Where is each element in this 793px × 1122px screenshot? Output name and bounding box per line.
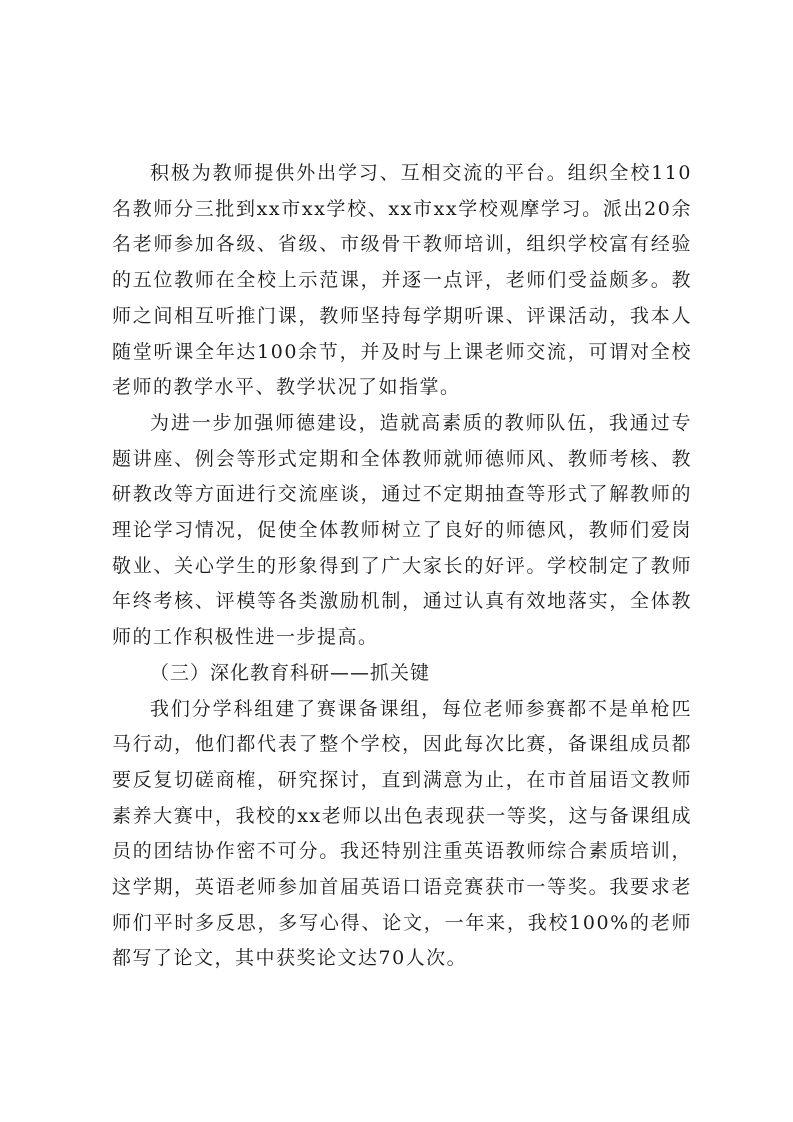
document-body xyxy=(112,156,692,977)
paragraph-teacher-exchange: 积极为教师提供外出学习、互相交流的平台。组织全校110名教师分三批到xx市xx学校、xx市xx学校观摩学习。派出20余名老师参加各级、省级、市级骨干教师培训，组织学校富有经验的五位教师在全校上示范课，并逐一点评，老师们受益颇多。教师之间相互听推门课，教师坚持每学期听课、评课活动，我本人随堂听课全年达100余节，并及时与上课老师交流，可谓对全校老师的教学水平、教学状况了如指掌。 xyxy=(112,162,692,399)
paragraph-education-research: 我们分学科组建了赛课备课组，每位老师参赛都不是单枪匹马行动，他们都代表了整个学校，因此每次比赛，备课组成员都要反复切磋商榷，研究探讨，直到满意为止，在市首届语文教师素养大赛中，我校的xx老师以出色表现获一等奖，这与备课组成员的团结协作密不可分。我还特别注重英语教师综合素质培训，这学期，英语老师参加首届英语口语竞赛获市一等奖。我要求老师们平时多反思，多写心得、论文，一年来，我校100%的老师都写了论文，其中获奖论文达70人次。 xyxy=(112,697,692,970)
paragraph-teacher-ethics: 为进一步加强师德建设，造就高素质的教师队伍，我通过专题讲座、例会等形式定期和全体教师就师德师风、教师考核、教研教改等方面进行交流座谈，通过不定期抽查等形式了解教师的理论学习情况，促使全体教师树立了良好的师德风，教师们爱岗敬业、关心学生的形象得到了广大家长的好评。学校制定了教师年终考核、评模等各类激励机制，通过认真有效地落实，全体教师的工作积极性进一步提高。 xyxy=(112,411,692,649)
section-heading: （三）深化教育科研——抓关键 xyxy=(150,661,431,684)
